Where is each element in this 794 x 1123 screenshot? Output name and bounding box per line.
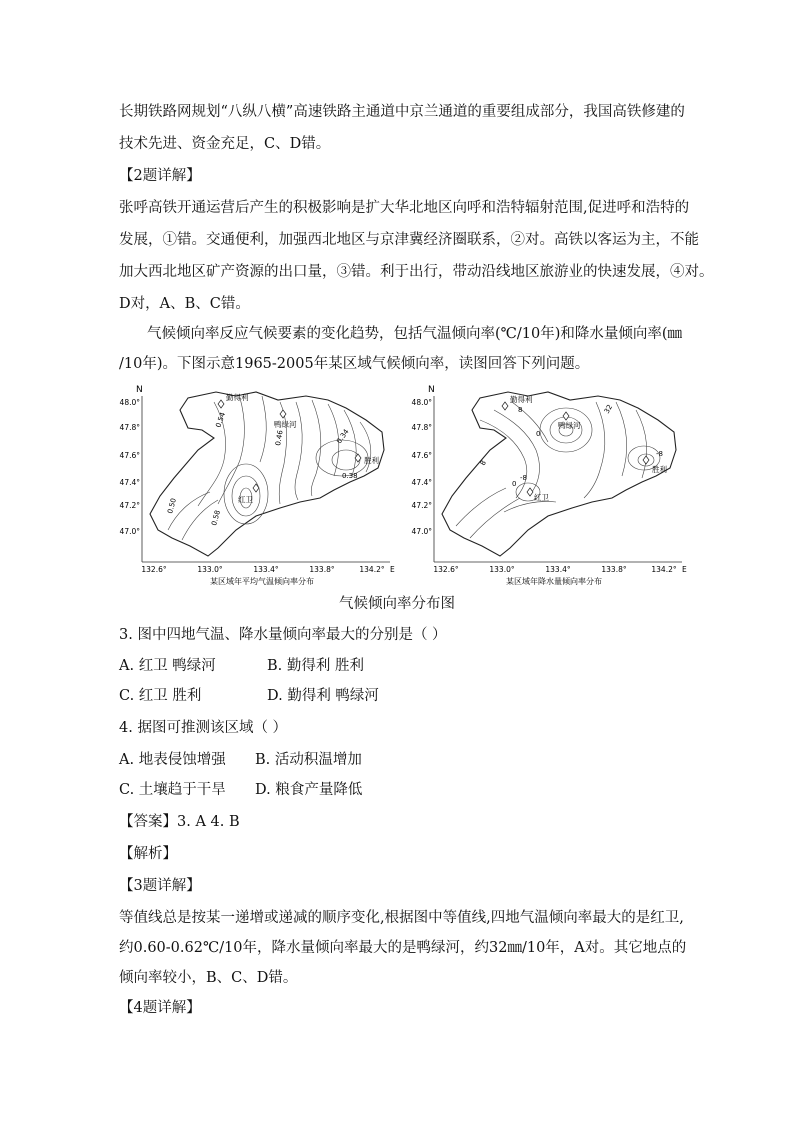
- intro-line2: /10年)。下图示意1965-2005年某区域气候倾向率，读图回答下列问题。: [119, 356, 590, 372]
- para1-line1: 长期铁路网规划“八纵八横”高速铁路主通道中京兰通道的重要组成部分，我国高铁修建的: [119, 104, 685, 120]
- left-label-2: 0.34: [335, 427, 351, 446]
- right-place-0: 勤得利: [510, 395, 533, 404]
- q2-detail-line3: 加大西北地区矿产资源的出口量，③错。利于出行，带动沿线地区旅游业的快速发展，④对。: [119, 264, 714, 280]
- right-label-6: -8: [656, 450, 663, 458]
- q4-options-row2: [119, 780, 362, 800]
- left-north-label: N: [136, 385, 143, 395]
- q3-stem: 3. 图中四地气温、降水量倾向率最大的分别是（ ）: [119, 627, 447, 643]
- q3-detail-line2: 约0.60-0.62℃/10年，降水量倾向率最大的是鸭绿河，约32㎜/10年，A对。其它地点的: [119, 940, 687, 956]
- left-label-0: 0.54: [214, 411, 228, 429]
- right-xtick-4: 134.2°: [651, 565, 677, 574]
- right-ytick-3: 47.4°: [411, 478, 432, 487]
- right-map: [412, 385, 687, 586]
- right-label-1: 32: [602, 403, 615, 415]
- right-ytick-4: 47.2°: [411, 501, 432, 510]
- climate-maps-figure: [119, 380, 688, 590]
- q4-option-b: B. 活动积温增加: [255, 752, 362, 768]
- q3-option-d: D. 勤得利 鸭绿河: [267, 688, 379, 704]
- right-place-3: 红卫: [534, 493, 549, 502]
- right-y-ticks: [412, 398, 433, 536]
- q3-option-a: A. 红卫 鸭绿河: [119, 658, 216, 674]
- right-place-1: 鸭绿河: [558, 421, 581, 430]
- left-map: [120, 385, 395, 586]
- left-label-4: 0.50: [166, 497, 178, 515]
- left-label-5: 0.58: [210, 509, 222, 527]
- q4-options-row1: [119, 750, 362, 770]
- maps-svg: [119, 380, 688, 590]
- q3-detail-heading: 【3题详解】: [119, 878, 201, 894]
- q3-detail-line1: 等值线总是按某一递增或递减的顺序变化,根据图中等值线,四地气温倾向率最大的是红卫,: [119, 910, 684, 926]
- q4-option-c: C. 土壤趋于干旱: [119, 782, 226, 798]
- left-xtick-4: 134.2°: [359, 565, 385, 574]
- right-xtick-1: 133.0°: [489, 565, 515, 574]
- right-x-ticks: [433, 565, 676, 574]
- left-ytick-1: 47.8°: [119, 423, 140, 432]
- figure-caption: 气候倾向率分布图: [339, 596, 455, 612]
- q2-detail-line2: 发展，①错。交通便利，加强西北地区与京津冀经济圈联系，②对。高铁以客运为主，不能: [119, 232, 699, 248]
- analysis-heading: 【解析】: [119, 846, 177, 862]
- left-x-ticks: [141, 565, 384, 574]
- left-ytick-0: 48.0°: [119, 398, 140, 407]
- right-contour-labels: [479, 403, 663, 488]
- q4-option-a: A. 地表侵蚀增强: [119, 752, 226, 768]
- q4-detail-heading: 【4题详解】: [119, 1000, 201, 1016]
- left-xtick-0: 132.6°: [141, 565, 167, 574]
- q3-option-c: C. 红卫 胜利: [119, 688, 202, 704]
- right-label-0: 8: [518, 406, 523, 414]
- para1-line2: 技术先进、资金充足，C、D错。: [119, 136, 331, 152]
- left-east-label: E: [390, 565, 395, 574]
- q2-detail-heading: 【2题详解】: [119, 168, 201, 184]
- q2-detail-line4: D对，A、B、C错。: [119, 296, 250, 312]
- right-map-title: 某区域年降水量倾向率分布: [506, 577, 602, 586]
- left-place-2: 胜利: [364, 456, 379, 465]
- right-ytick-1: 47.8°: [411, 423, 432, 432]
- right-ytick-0: 48.0°: [411, 398, 432, 407]
- left-place-0: 勤得利: [226, 393, 249, 402]
- right-label-2: 0: [536, 430, 541, 438]
- left-xtick-3: 133.8°: [309, 565, 335, 574]
- q3-options-row2: [119, 686, 379, 706]
- left-xtick-1: 133.0°: [197, 565, 223, 574]
- right-xtick-0: 132.6°: [433, 565, 459, 574]
- answer-line: 【答案】3. A 4. B: [119, 814, 240, 830]
- right-ytick-2: 47.6°: [411, 451, 432, 460]
- right-xtick-3: 133.8°: [601, 565, 627, 574]
- left-xtick-2: 133.4°: [253, 565, 279, 574]
- left-ytick-4: 47.2°: [119, 501, 140, 510]
- left-label-3: 0.38: [342, 472, 358, 480]
- left-place-3: 红卫: [238, 495, 253, 504]
- left-place-1: 鸭绿河: [274, 420, 297, 429]
- left-map-title: 某区域年平均气温倾向率分布: [210, 577, 314, 586]
- right-east-label: E: [682, 565, 687, 574]
- right-north-label: N: [428, 385, 435, 395]
- left-ytick-3: 47.4°: [119, 478, 140, 487]
- left-ytick-2: 47.6°: [119, 451, 140, 460]
- right-ytick-5: 47.0°: [411, 527, 432, 536]
- q3-detail-line3: 倾向率较小，B、C、D错。: [119, 970, 298, 986]
- left-y-ticks: [120, 398, 141, 536]
- q4-option-d: D. 粮食产量降低: [255, 782, 363, 798]
- left-label-1: 0.46: [274, 429, 285, 447]
- right-label-5: -8: [520, 474, 527, 482]
- left-contour-labels: [166, 411, 357, 527]
- right-xtick-2: 133.4°: [545, 565, 571, 574]
- right-label-3: 8: [478, 459, 488, 467]
- intro-line1: 气候倾向率反应气候要素的变化趋势，包括气温倾向率(℃/10年)和降水量倾向率(㎜: [147, 326, 683, 342]
- q2-detail-line1: 张呼高铁开通运营后产生的积极影响是扩大华北地区向呼和浩特辐射范围,促进呼和浩特的: [119, 200, 690, 216]
- left-ytick-5: 47.0°: [119, 527, 140, 536]
- q3-option-b: B. 勤得利 胜利: [267, 658, 364, 674]
- q3-options-row1: [119, 656, 364, 676]
- right-place-2: 胜利: [652, 465, 667, 474]
- right-label-4: 0: [512, 480, 517, 488]
- q4-stem: 4. 据图可推测该区域（ ）: [119, 720, 288, 736]
